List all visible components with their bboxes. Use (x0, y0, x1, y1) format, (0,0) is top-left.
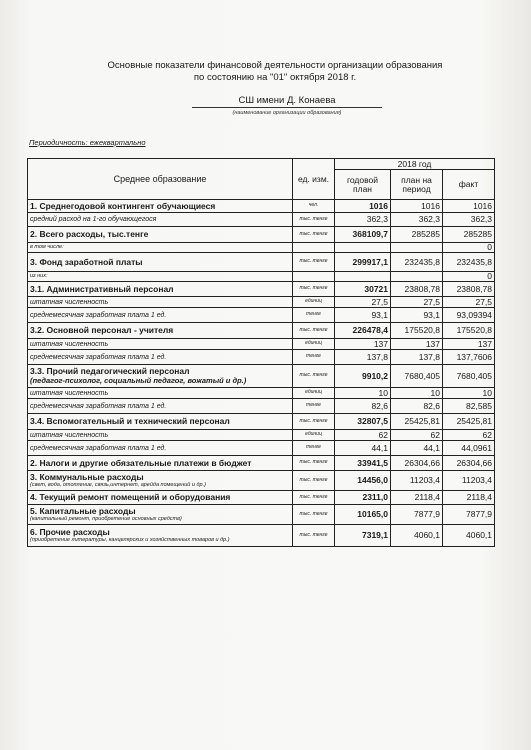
row-value-annual: 82,6 (335, 399, 391, 414)
row-label-text: 5. Капитальные расходы (30, 505, 136, 516)
row-label (28, 282, 293, 297)
row-label-text: среднемесячная заработная плата 1 ед. (30, 353, 167, 361)
row-value-annual: 7319,1 (335, 525, 391, 547)
row-unit: тыс. тенге (293, 253, 335, 272)
row-label-text: в том числе: (30, 244, 64, 250)
table-row (28, 297, 495, 308)
table-row (28, 339, 495, 350)
table-row (28, 272, 495, 282)
row-value-fact: 82,585 (443, 399, 495, 414)
periodicity-note: Периодичность: ежеквартально (29, 138, 146, 147)
row-label-text: из них: (30, 273, 48, 279)
table-row (28, 243, 495, 253)
table-row (28, 491, 495, 505)
row-value-fact: 7680,405 (443, 365, 495, 388)
row-value-fact: 23808,78 (443, 282, 495, 297)
row-sublabel: (капитальный ремонт, приобретение основных средств) (30, 515, 182, 522)
row-label (28, 430, 293, 441)
row-value-annual: 30721 (335, 282, 391, 297)
row-value-annual: 299917,1 (335, 253, 391, 272)
row-value-fact: 27,5 (443, 297, 495, 308)
document-title-line2: по состоянию на "01" октября 2018 г. (193, 72, 357, 83)
row-value-plan: 362,3 (391, 213, 443, 227)
row-value-annual: 14456,0 (335, 471, 391, 491)
row-label (28, 323, 293, 339)
row-value-fact: 4060,1 (443, 525, 495, 547)
organization-caption: (наименование организации образования) (232, 110, 342, 116)
table-row (28, 441, 495, 456)
table-row (28, 471, 495, 491)
row-unit (293, 243, 335, 253)
row-value-plan: 7877,9 (391, 505, 443, 525)
row-label-text: штатная численность (30, 340, 109, 348)
row-label-text: 2. Всего расходы, тыс.тенге (30, 229, 149, 239)
row-label (28, 213, 293, 227)
row-value-annual: 10 (335, 388, 391, 399)
row-value-annual: 10165,0 (335, 505, 391, 525)
row-label-text: средний расход на 1-го обучающегося (30, 216, 157, 223)
row-value-annual: 2311,0 (335, 491, 391, 505)
row-unit: тенге (293, 441, 335, 456)
row-value-fact: 362,3 (443, 213, 495, 227)
document-title-line1: Основные показатели финансовой деятельности организации образования (107, 60, 443, 71)
row-value-plan: 175520,8 (391, 323, 443, 339)
col-header-name: Среднее образование (28, 159, 293, 200)
row-value-plan: 93,1 (391, 308, 443, 323)
row-value-annual: 362,3 (335, 213, 391, 227)
row-sublabel: (свет, вода, отопление, связь,интернет, арейда помещений и др.) (30, 481, 206, 488)
row-value-annual: 9910,2 (335, 365, 391, 388)
row-label-text: штатная численность (30, 431, 109, 439)
col-header-year: 2018 год (335, 159, 495, 170)
row-label-text: 6. Прочие расходы (30, 526, 110, 537)
row-value-annual (335, 243, 391, 253)
row-label (28, 350, 293, 365)
row-unit: тыс. тенге (293, 227, 335, 243)
row-unit: тыс. тенге (293, 213, 335, 227)
row-unit: единиц (293, 297, 335, 308)
row-value-annual: 1016 (335, 200, 391, 213)
row-label (28, 297, 293, 308)
row-value-plan: 2118,4 (391, 491, 443, 505)
row-value-fact: 2118,4 (443, 491, 495, 505)
table-row (28, 525, 495, 547)
row-label (28, 505, 293, 525)
row-label (28, 414, 293, 430)
row-unit: чел. (293, 200, 335, 213)
table-row (28, 323, 495, 339)
col-header-period-plan: план на период (391, 170, 443, 200)
row-label-text: 3. Фонд заработной платы (30, 256, 143, 267)
row-value-annual: 32807,5 (335, 414, 391, 430)
row-value-fact: 26304,66 (443, 456, 495, 471)
row-value-annual: 368109,7 (335, 227, 391, 243)
row-label-text: 3.3. Прочий педагогический персонал (30, 365, 190, 376)
row-label-text: 3.4. Вспомогательный и технический персонал (30, 416, 230, 426)
table-row (28, 456, 495, 471)
row-value-fact: 10 (443, 388, 495, 399)
table-row (28, 350, 495, 365)
row-value-plan: 137 (391, 339, 443, 350)
row-value-plan: 44,1 (391, 441, 443, 456)
row-label-text: 3. Коммунальные расходы (30, 471, 144, 482)
table-row (28, 282, 495, 297)
row-value-plan: 62 (391, 430, 443, 441)
row-value-plan: 23808,78 (391, 282, 443, 297)
table-row (28, 308, 495, 323)
row-value-annual: 27,5 (335, 297, 391, 308)
row-value-fact: 44,0961 (443, 441, 495, 456)
row-sublabel: (приобретение литературы, канцелярских и хозяйственных товаров и др.) (30, 536, 230, 543)
financial-indicators-table (27, 158, 495, 547)
row-value-fact: 0 (443, 272, 495, 282)
row-label (28, 308, 293, 323)
row-label-text: 3.2. Основной персонал - учителя (30, 325, 174, 335)
row-unit: тыс. тенге (293, 505, 335, 525)
row-value-fact: 7877,9 (443, 505, 495, 525)
row-value-plan: 285285 (391, 227, 443, 243)
table-row (28, 200, 495, 213)
table-row (28, 430, 495, 441)
row-unit: единиц (293, 388, 335, 399)
row-value-plan: 82,6 (391, 399, 443, 414)
row-value-fact: 137,7606 (443, 350, 495, 365)
row-unit: единиц (293, 339, 335, 350)
row-value-annual: 93,1 (335, 308, 391, 323)
row-label (28, 200, 293, 213)
row-label-text: 1. Среднегодовой контингент обучающиеся (30, 200, 216, 211)
row-value-annual: 137,8 (335, 350, 391, 365)
row-unit: единиц (293, 430, 335, 441)
table-row (28, 505, 495, 525)
row-label-text: 4. Текущий ремонт помещений и оборудования (30, 492, 231, 502)
row-unit: тенге (293, 350, 335, 365)
table-row (28, 414, 495, 430)
row-label (28, 227, 293, 243)
row-value-fact: 1016 (443, 200, 495, 213)
row-value-annual: 44,1 (335, 441, 391, 456)
row-value-fact: 137 (443, 339, 495, 350)
table-row (28, 227, 495, 243)
row-label (28, 388, 293, 399)
col-header-annual-plan: годовой план (335, 170, 391, 200)
row-value-plan: 7680,405 (391, 365, 443, 388)
row-label-text: среднемесячная заработная плата 1 ед. (30, 402, 167, 410)
row-value-plan: 1016 (391, 200, 443, 213)
row-label (28, 365, 293, 388)
row-label-text: среднемесячная заработная плата 1 ед. (30, 444, 167, 452)
row-value-fact: 62 (443, 430, 495, 441)
row-label (28, 272, 293, 282)
row-value-plan: 11203,4 (391, 471, 443, 491)
row-unit: тыс. тенге (293, 282, 335, 297)
row-value-fact: 93,09394 (443, 308, 495, 323)
col-header-fact: факт (443, 170, 495, 200)
row-value-plan: 137,8 (391, 350, 443, 365)
row-value-plan: 27,5 (391, 297, 443, 308)
row-value-plan: 232435,8 (391, 253, 443, 272)
table-row (28, 253, 495, 272)
row-label (28, 243, 293, 253)
table-row (28, 399, 495, 414)
row-value-fact: 25425,81 (443, 414, 495, 430)
row-unit (293, 272, 335, 282)
row-unit: тыс. тенге (293, 456, 335, 471)
row-label (28, 491, 293, 505)
row-label (28, 525, 293, 547)
row-value-annual: 62 (335, 430, 391, 441)
row-unit: тыс. тенге (293, 414, 335, 430)
row-label (28, 399, 293, 414)
row-value-fact: 11203,4 (443, 471, 495, 491)
row-value-fact: 232435,8 (443, 253, 495, 272)
row-sublabel: (педагог-психолог, социальный педагог, вожатый и др.) (30, 375, 247, 385)
table-row (28, 213, 495, 227)
row-value-fact: 0 (443, 243, 495, 253)
row-label (28, 471, 293, 491)
row-label (28, 339, 293, 350)
row-value-plan (391, 272, 443, 282)
organization-name: СШ имени Д. Конаева (192, 95, 382, 108)
row-value-plan: 4060,1 (391, 525, 443, 547)
row-label-text: среднемесячная заработная плата 1 ед. (30, 311, 167, 319)
table-row (28, 388, 495, 399)
row-unit: тыс. тенге (293, 491, 335, 505)
row-unit: тенге (293, 399, 335, 414)
row-unit: тыс. тенге (293, 365, 335, 388)
row-unit: тыс. тенге (293, 323, 335, 339)
row-value-annual: 33941,5 (335, 456, 391, 471)
row-value-annual (335, 272, 391, 282)
row-value-plan: 25425,81 (391, 414, 443, 430)
row-label (28, 456, 293, 471)
row-label (28, 253, 293, 272)
row-value-annual: 226478,4 (335, 323, 391, 339)
table-header-row-1 (28, 159, 495, 170)
row-label (28, 441, 293, 456)
row-unit: тыс. тенге (293, 525, 335, 547)
row-value-annual: 137 (335, 339, 391, 350)
row-label-text: штатная численность (30, 298, 109, 306)
row-label-text: штатная численность (30, 389, 109, 397)
table-row (28, 365, 495, 388)
row-value-fact: 285285 (443, 227, 495, 243)
row-value-plan: 26304,66 (391, 456, 443, 471)
row-value-plan: 10 (391, 388, 443, 399)
row-value-plan (391, 243, 443, 253)
row-value-fact: 175520,8 (443, 323, 495, 339)
row-unit: тыс. тенге (293, 471, 335, 491)
row-label-text: 3.1. Административный персонал (30, 283, 174, 294)
col-header-unit: ед. изм. (293, 159, 335, 200)
row-unit: тенге (293, 308, 335, 323)
row-label-text: 2. Налоги и другие обязательные платежи в бюджет (30, 457, 252, 468)
